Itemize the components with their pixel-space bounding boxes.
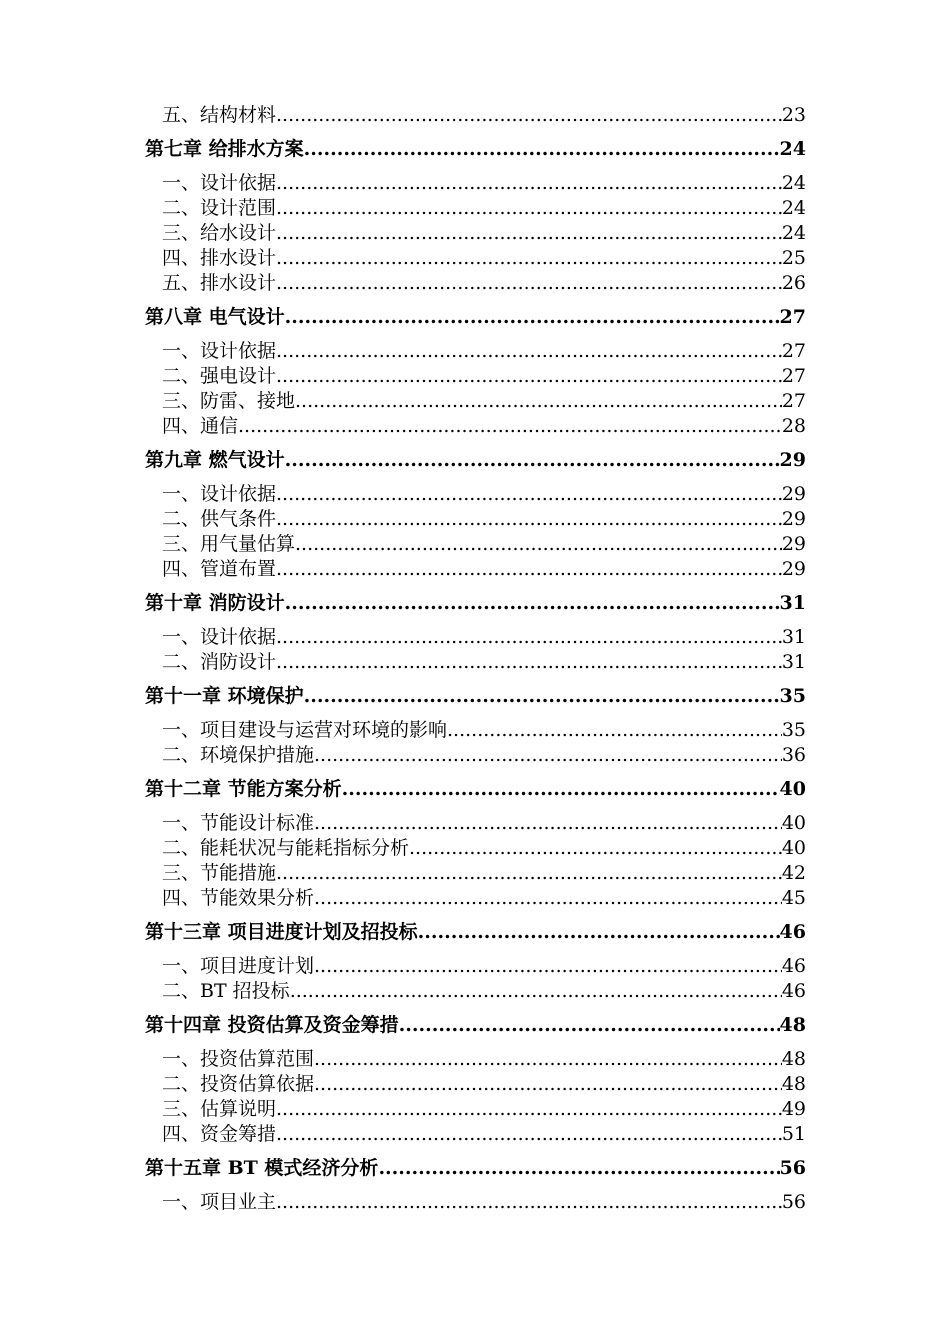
- dot-leader: [295, 532, 782, 557]
- toc-page-number: 29: [781, 533, 806, 555]
- toc-section-entry[interactable]: [145, 979, 806, 1004]
- toc-page-number: 46: [781, 955, 806, 977]
- toc-entry-title: 五、排水设计: [162, 272, 277, 294]
- toc-section-entry[interactable]: [145, 482, 806, 507]
- toc-entry-title: 第十二章 节能方案分析: [145, 778, 342, 800]
- toc-page-number: 26: [781, 272, 806, 294]
- dot-leader: [304, 137, 780, 162]
- toc-entry-title: 五、结构材料: [162, 104, 277, 126]
- toc-section-entry[interactable]: [145, 1097, 806, 1122]
- toc-page-number: 49: [781, 1098, 806, 1120]
- toc-entry-title: 三、用气量估算: [162, 533, 296, 555]
- toc-section-entry[interactable]: [145, 743, 806, 768]
- toc-entry-title: 第七章 给排水方案: [145, 138, 304, 160]
- toc-entry-title: 一、设计依据: [162, 626, 277, 648]
- toc-page-number: 46: [779, 921, 806, 943]
- toc-section-entry[interactable]: [145, 557, 806, 582]
- toc-section-entry[interactable]: [145, 171, 806, 196]
- toc-section-entry[interactable]: [145, 954, 806, 979]
- toc-entry-title: 四、通信: [162, 415, 239, 437]
- toc-section-entry[interactable]: [145, 625, 806, 650]
- dot-leader: [314, 811, 782, 836]
- dot-leader: [276, 339, 782, 364]
- toc-entry-title: 二、供气条件: [162, 508, 277, 530]
- toc-entry-title: 二、设计范围: [162, 197, 277, 219]
- toc-section-entry[interactable]: [145, 364, 806, 389]
- dot-leader: [342, 777, 780, 802]
- toc-page-number: 24: [781, 197, 806, 219]
- toc-section-entry[interactable]: [145, 836, 806, 861]
- dot-leader: [314, 954, 782, 979]
- toc-page-number: 27: [779, 306, 806, 328]
- toc-page-number: 27: [781, 390, 806, 412]
- toc-section-entry[interactable]: [145, 650, 806, 675]
- toc-chapter-entry[interactable]: [145, 591, 806, 616]
- toc-entry-title: 三、节能措施: [162, 862, 277, 884]
- toc-page-number: 36: [781, 744, 806, 766]
- toc-page-number: 24: [781, 222, 806, 244]
- toc-section-entry[interactable]: [145, 414, 806, 439]
- toc-entry-title: 二、强电设计: [162, 365, 277, 387]
- toc-chapter-entry[interactable]: [145, 684, 806, 709]
- toc-entry-title: 四、资金筹措: [162, 1123, 277, 1145]
- dot-leader: [276, 246, 782, 271]
- toc-page-number: 31: [779, 592, 806, 614]
- toc-page-number: 56: [781, 1191, 806, 1213]
- dot-leader: [276, 221, 782, 246]
- dot-leader: [276, 1190, 782, 1215]
- toc-page-number: 27: [781, 340, 806, 362]
- toc-section-entry[interactable]: [145, 389, 806, 414]
- toc-entry-title: 一、项目建设与运营对环境的影响: [162, 719, 448, 741]
- toc-page-number: 45: [781, 887, 806, 909]
- dot-leader: [276, 103, 782, 128]
- dot-leader: [314, 1072, 782, 1097]
- toc-section-entry[interactable]: [145, 718, 806, 743]
- toc-page-number: 24: [779, 138, 806, 160]
- dot-leader: [276, 171, 782, 196]
- toc-chapter-entry[interactable]: [145, 1156, 806, 1181]
- toc-entry-title: 第十三章 项目进度计划及招投标: [145, 921, 418, 943]
- toc-page-number: 29: [781, 558, 806, 580]
- dot-leader: [304, 684, 780, 709]
- toc-entry-title: 一、节能设计标准: [162, 812, 315, 834]
- table-of-contents: [145, 103, 806, 1215]
- toc-section-entry[interactable]: [145, 861, 806, 886]
- toc-page-number: 56: [779, 1157, 806, 1179]
- toc-entry-title: 一、设计依据: [162, 172, 277, 194]
- toc-entry-title: 第十五章 BT 模式经济分析: [145, 1157, 379, 1179]
- toc-section-entry[interactable]: [145, 1122, 806, 1147]
- dot-leader: [378, 1156, 779, 1181]
- toc-section-entry[interactable]: [145, 196, 806, 221]
- toc-entry-title: 二、消防设计: [162, 651, 277, 673]
- toc-page-number: 31: [781, 651, 806, 673]
- toc-page-number: 23: [781, 104, 806, 126]
- toc-section-entry[interactable]: [145, 532, 806, 557]
- toc-section-entry[interactable]: [145, 1072, 806, 1097]
- dot-leader: [238, 414, 782, 439]
- toc-chapter-entry[interactable]: [145, 305, 806, 330]
- toc-entry-title: 第十章 消防设计: [145, 592, 285, 614]
- toc-entry-title: 二、投资估算依据: [162, 1073, 315, 1095]
- dot-leader: [276, 625, 782, 650]
- toc-entry-title: 第十一章 环境保护: [145, 685, 304, 707]
- toc-entry-title: 一、设计依据: [162, 340, 277, 362]
- dot-leader: [285, 448, 780, 473]
- toc-section-entry[interactable]: [145, 507, 806, 532]
- toc-page-number: 46: [781, 980, 806, 1002]
- dot-leader: [276, 557, 782, 582]
- toc-entry-title: 三、防雷、接地: [162, 390, 296, 412]
- dot-leader: [285, 591, 780, 616]
- dot-leader: [276, 482, 782, 507]
- dot-leader: [276, 650, 782, 675]
- dot-leader: [290, 979, 782, 1004]
- toc-page-number: 27: [781, 365, 806, 387]
- toc-page-number: 48: [781, 1073, 806, 1095]
- dot-leader: [276, 1122, 782, 1147]
- toc-page-number: 29: [781, 508, 806, 530]
- toc-entry-title: 二、BT 招投标: [162, 980, 290, 1002]
- toc-page-number: 31: [781, 626, 806, 648]
- toc-page-number: 40: [781, 812, 806, 834]
- toc-page-number: 48: [781, 1048, 806, 1070]
- toc-entry-title: 二、环境保护措施: [162, 744, 315, 766]
- dot-leader: [276, 861, 782, 886]
- toc-section-entry[interactable]: [145, 221, 806, 246]
- toc-entry-title: 三、估算说明: [162, 1098, 277, 1120]
- toc-entry-title: 一、项目进度计划: [162, 955, 315, 977]
- toc-chapter-entry[interactable]: [145, 137, 806, 162]
- dot-leader: [276, 1097, 782, 1122]
- toc-page-number: 24: [781, 172, 806, 194]
- toc-page-number: 51: [781, 1123, 806, 1145]
- toc-section-entry[interactable]: [145, 246, 806, 271]
- dot-leader: [447, 718, 782, 743]
- dot-leader: [418, 920, 780, 945]
- toc-chapter-entry[interactable]: [145, 448, 806, 473]
- toc-entry-title: 二、能耗状况与能耗指标分析: [162, 837, 410, 859]
- toc-page-number: 40: [779, 778, 806, 800]
- toc-section-entry[interactable]: [145, 339, 806, 364]
- toc-chapter-entry[interactable]: [145, 920, 806, 945]
- dot-leader: [276, 507, 782, 532]
- toc-chapter-entry[interactable]: [145, 1013, 806, 1038]
- dot-leader: [409, 836, 782, 861]
- toc-page-number: 25: [781, 247, 806, 269]
- toc-entry-title: 一、项目业主: [162, 1191, 277, 1213]
- toc-page-number: 35: [779, 685, 806, 707]
- toc-section-entry[interactable]: [145, 1047, 806, 1072]
- dot-leader: [276, 364, 782, 389]
- toc-entry-title: 四、排水设计: [162, 247, 277, 269]
- dot-leader: [276, 271, 782, 296]
- dot-leader: [314, 1047, 782, 1072]
- toc-page-number: 29: [781, 483, 806, 505]
- toc-entry-title: 四、节能效果分析: [162, 887, 315, 909]
- toc-section-entry[interactable]: [145, 1190, 806, 1215]
- toc-page-number: 48: [779, 1014, 806, 1036]
- toc-entry-title: 一、投资估算范围: [162, 1048, 315, 1070]
- toc-section-entry[interactable]: [145, 811, 806, 836]
- dot-leader: [276, 196, 782, 221]
- toc-entry-title: 四、管道布置: [162, 558, 277, 580]
- toc-entry-title: 第九章 燃气设计: [145, 449, 285, 471]
- dot-leader: [314, 743, 782, 768]
- dot-leader: [314, 886, 782, 911]
- toc-page-number: 42: [781, 862, 806, 884]
- toc-section-entry[interactable]: [145, 886, 806, 911]
- dot-leader: [285, 305, 780, 330]
- toc-entry-title: 第八章 电气设计: [145, 306, 285, 328]
- toc-entry-title: 一、设计依据: [162, 483, 277, 505]
- toc-chapter-entry[interactable]: [145, 777, 806, 802]
- toc-entry-title: 第十四章 投资估算及资金筹措: [145, 1014, 399, 1036]
- dot-leader: [399, 1013, 780, 1038]
- toc-section-entry[interactable]: [145, 103, 806, 128]
- toc-entry-title: 三、给水设计: [162, 222, 277, 244]
- toc-section-entry[interactable]: [145, 271, 806, 296]
- dot-leader: [295, 389, 782, 414]
- toc-page-number: 28: [781, 415, 806, 437]
- toc-page-number: 29: [779, 449, 806, 471]
- toc-page-number: 40: [781, 837, 806, 859]
- toc-page-number: 35: [781, 719, 806, 741]
